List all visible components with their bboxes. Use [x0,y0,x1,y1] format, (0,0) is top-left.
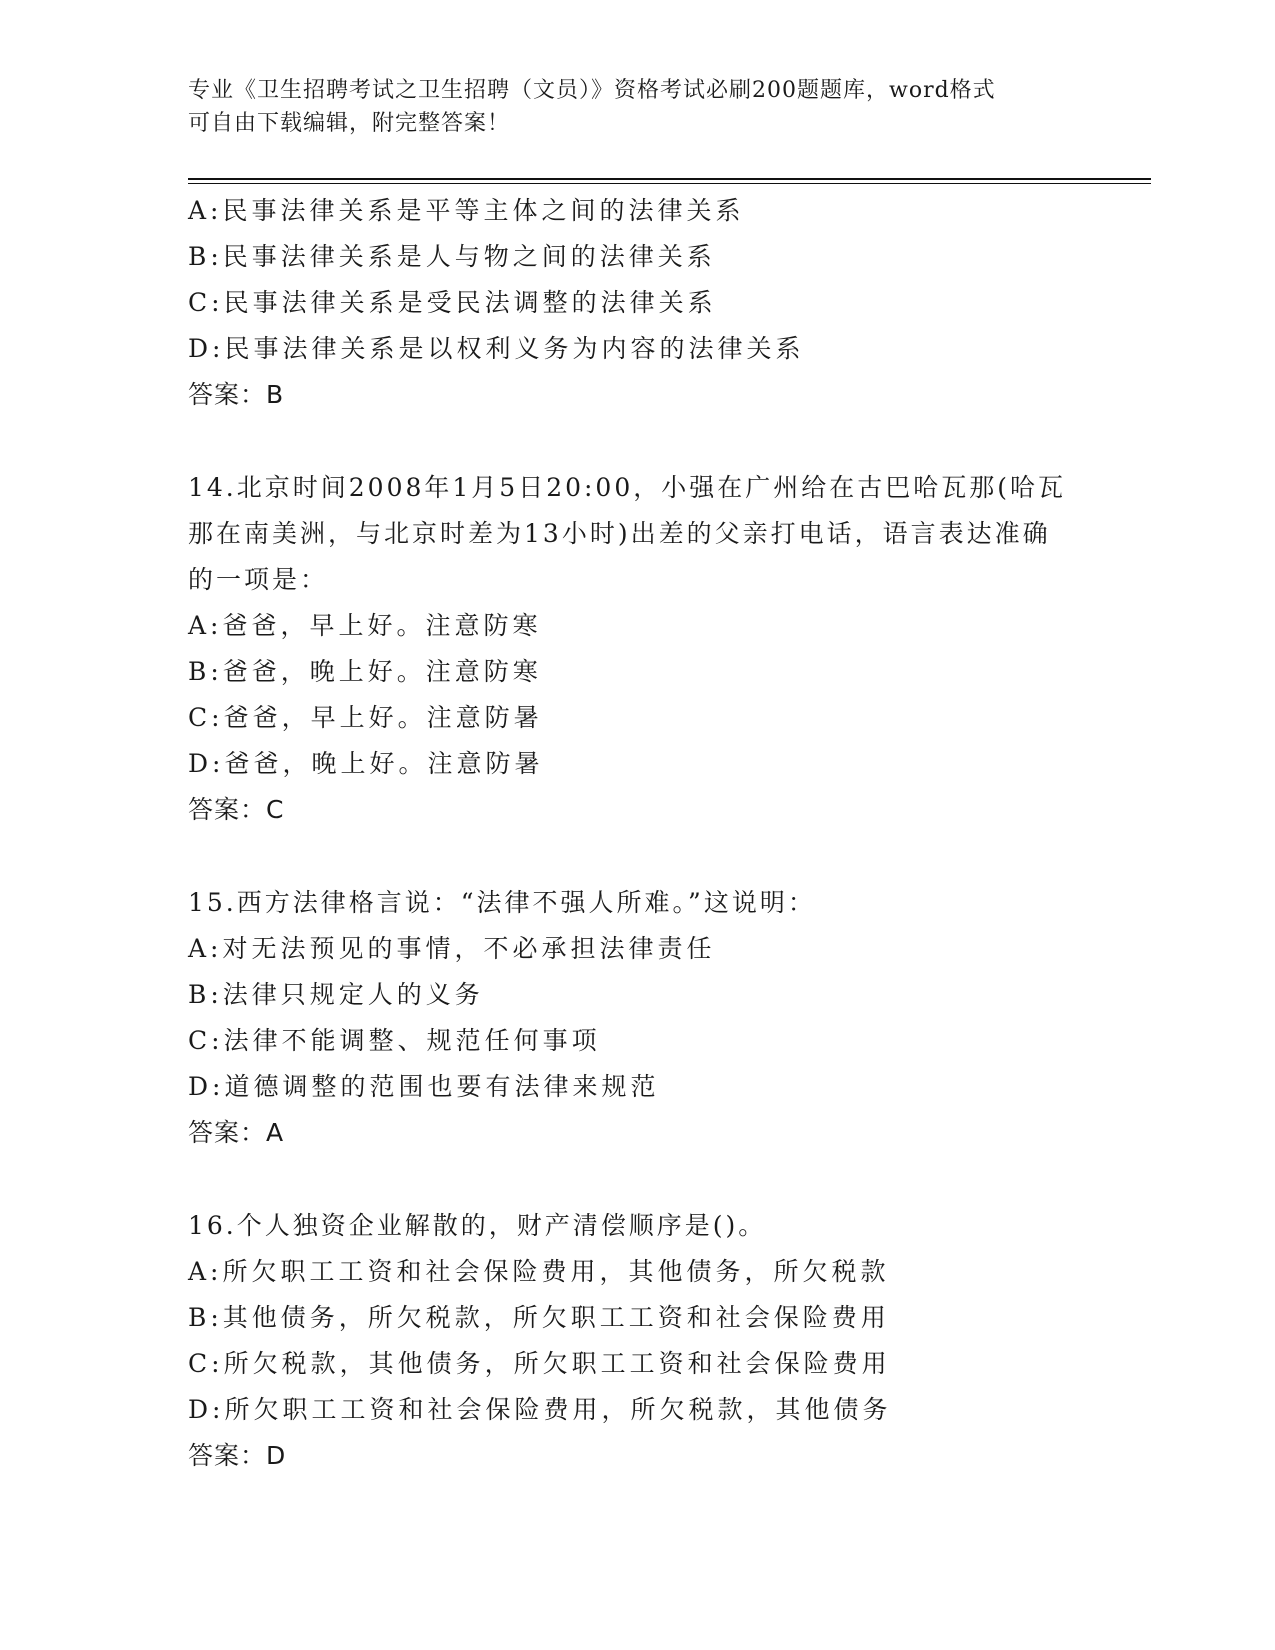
option-b [188,234,1088,280]
option-a [188,188,1088,234]
option-text: 民事法律关系是以权利义务为内容的法律关系 [224,334,805,363]
answer-value: B [266,380,285,409]
option-c [188,1018,1088,1064]
option-d [188,1064,1088,1110]
option-text: 所欠职工工资和社会保险费用，其他债务，所欠税款 [222,1257,890,1286]
question-text: 14.北京时间2008年1月5日20:00，小强在广州给在古巴哈瓦那(哈瓦那在南美洲，与北京时差为13小时)出差的父亲打电话，语言表达准确的一项是： [188,473,1066,594]
option-label: C: [188,1349,224,1378]
option-b [188,649,1088,695]
option-text: 对无法预见的事情，不必承担法律责任 [222,934,716,963]
option-text: 爸爸，晚上好。注意防暑 [224,749,544,778]
option-text: 民事法律关系是人与物之间的法律关系 [222,242,716,271]
option-c [188,280,1088,326]
question-spacer [188,1156,1088,1203]
answer-line [188,787,1088,833]
question-14 [188,465,1088,833]
option-c [188,695,1088,741]
answer-label: 答案： [188,795,267,824]
header-line-2: 可自由下载编辑，附完整答案！ [188,111,511,136]
option-a [188,1249,1088,1295]
option-label: A: [188,611,223,640]
option-b [188,972,1088,1018]
option-label: A: [188,934,223,963]
question-13 [188,188,1088,418]
option-text: 法律不能调整、规范任何事项 [223,1026,601,1055]
option-text: 所欠税款，其他债务，所欠职工工资和社会保险费用 [223,1349,891,1378]
header-divider-thin [188,183,1151,184]
answer-line [188,1110,1088,1156]
option-text: 爸爸，早上好。注意防暑 [223,703,543,732]
document-header [188,74,1068,140]
option-label: C: [188,288,224,317]
option-c [188,1341,1088,1387]
header-divider-thick [188,178,1151,180]
answer-line [188,1433,1088,1479]
header-line-1: 专业《卫生招聘考试之卫生招聘（文员）》资格考试必刷200题题库，word格式 [188,78,996,103]
option-text: 爸爸，晚上好。注意防寒 [222,657,542,686]
answer-label: 答案： [188,1441,267,1470]
option-d [188,326,1088,372]
option-label: A: [188,1257,223,1286]
option-label: B: [188,980,223,1009]
option-label: D: [188,749,225,778]
question-spacer [188,833,1088,880]
option-text: 所欠职工工资和社会保险费用，所欠税款，其他债务 [224,1395,892,1424]
option-text: 爸爸，早上好。注意防寒 [222,611,542,640]
question-list [188,188,1088,1479]
option-b [188,1295,1088,1341]
option-text: 法律只规定人的义务 [222,980,484,1009]
option-text: 民事法律关系是平等主体之间的法律关系 [222,196,745,225]
option-d [188,1387,1088,1433]
question-15 [188,880,1088,1156]
option-text: 其他债务，所欠税款，所欠职工工资和社会保险费用 [222,1303,890,1332]
question-spacer [188,418,1088,465]
answer-value: D [266,1441,287,1470]
option-a [188,603,1088,649]
question-text: 15.西方法律格言说：“法律不强人所难。”这说明： [188,888,816,917]
question-16 [188,1203,1088,1479]
option-text: 道德调整的范围也要有法律来规范 [224,1072,660,1101]
option-label: A: [188,196,223,225]
answer-value: C [266,795,285,824]
option-label: D: [188,1395,225,1424]
answer-label: 答案： [188,380,267,409]
option-label: C: [188,703,224,732]
option-label: D: [188,1072,225,1101]
option-a [188,926,1088,972]
option-label: D: [188,334,225,363]
option-label: B: [188,1303,223,1332]
option-label: C: [188,1026,224,1055]
answer-value: A [266,1118,285,1147]
option-label: B: [188,242,223,271]
option-d [188,741,1088,787]
question-text: 16.个人独资企业解散的，财产清偿顺序是()。 [188,1211,767,1240]
option-text: 民事法律关系是受民法调整的法律关系 [223,288,717,317]
answer-label: 答案： [188,1118,267,1147]
option-label: B: [188,657,223,686]
answer-line [188,372,1088,418]
